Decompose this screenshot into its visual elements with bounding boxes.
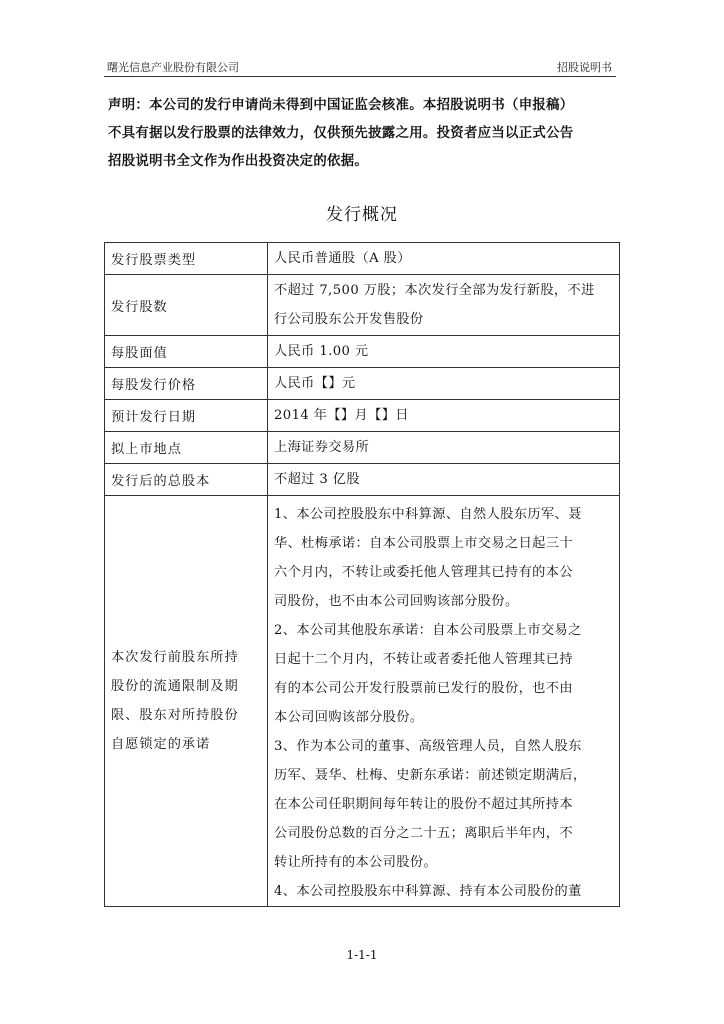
header-doc-type: 招股说明书 — [557, 61, 612, 74]
row-key: 发行股票类型 — [105, 243, 268, 275]
row-key: 每股面值 — [105, 336, 268, 368]
row-value: 人民币 1.00 元 — [268, 336, 620, 368]
key-line: 限、股东对所持股份 — [111, 708, 239, 723]
table-row — [105, 243, 620, 275]
row-key: 发行股数 — [105, 275, 268, 336]
value-line: 行公司股东公开发售股份 — [274, 312, 424, 327]
value-line: 4、本公司控股股东中科算源、持有本公司股份的董 — [274, 884, 582, 899]
value-line: 日起十二个月内，不转让或者委托他人管理其已持 — [274, 652, 573, 667]
row-key: 拟上市地点 — [105, 432, 268, 464]
row-key: 预计发行日期 — [105, 400, 268, 432]
header-company: 曙光信息产业股份有限公司 — [107, 61, 239, 74]
row-value: 2014 年【】月【】日 — [268, 400, 620, 432]
row-value: 不超过 3 亿股 — [268, 464, 620, 496]
row-key: 发行后的总股本 — [105, 464, 268, 496]
value-line: 2、本公司其他股东承诺：自本公司股票上市交易之 — [274, 623, 582, 638]
value-line: 1、本公司控股股东中科算源、自然人股东历军、聂 — [274, 507, 582, 522]
value-line: 司股份，也不由本公司回购该部分股份。 — [274, 594, 519, 609]
table-row — [105, 400, 620, 432]
row-value — [268, 275, 620, 336]
row-key: 每股发行价格 — [105, 368, 268, 400]
value-line: 在本公司任职期间每年转让的股份不超过其所持本 — [274, 797, 573, 812]
value-line: 公司股份总数的百分之二十五；离职后半年内，不 — [274, 826, 573, 841]
key-line: 自愿锁定的承诺 — [111, 737, 211, 752]
page-header — [104, 55, 616, 77]
table-row-lockup — [105, 496, 620, 907]
value-line: 本公司回购该部分股份。 — [274, 710, 424, 725]
section-title: 发行概况 — [326, 205, 398, 225]
row-value: 上海证券交易所 — [268, 432, 620, 464]
table-row — [105, 464, 620, 496]
table-row — [105, 368, 620, 400]
value-line: 不超过 7,500 万股；本次发行全部为发行新股，不进 — [274, 283, 595, 298]
statement-line: 不具有据以发行股票的法律效力，仅供预先披露之用。投资者应当以正式公告 — [108, 126, 574, 141]
issuance-overview-table — [104, 242, 620, 907]
value-line: 3、作为本公司的董事、高级管理人员，自然人股东 — [274, 739, 582, 754]
value-line: 六个月内，不转让或委托他人管理其已持有的本公 — [274, 565, 573, 580]
value-line: 历军、聂华、杜梅、史新东承诺：前述锁定期满后， — [274, 768, 587, 783]
table-row — [105, 432, 620, 464]
statement-line: 声明：本公司的发行申请尚未得到中国证监会核准。本招股说明书（申报稿） — [108, 98, 574, 113]
value-line: 转让所持有的本公司股份。 — [274, 855, 438, 870]
disclaimer-statement — [108, 92, 618, 176]
row-key — [105, 496, 268, 907]
key-line: 本次发行前股东所持 — [111, 650, 239, 665]
table-row — [105, 336, 620, 368]
value-line: 华、杜梅承诺：自本公司股票上市交易之日起三十 — [274, 536, 573, 551]
row-value: 人民币【】元 — [268, 368, 620, 400]
value-line: 有的本公司公开发行股票前已发行的股份，也不由 — [274, 681, 573, 696]
row-value: 人民币普通股（A 股） — [268, 243, 620, 275]
page-number: 1-1-1 — [346, 948, 378, 962]
statement-line: 招股说明书全文作为作出投资决定的依据。 — [108, 154, 369, 169]
row-value — [268, 496, 620, 907]
table-row — [105, 275, 620, 336]
header-rule — [104, 76, 616, 77]
key-line: 股份的流通限制及期 — [111, 679, 239, 694]
